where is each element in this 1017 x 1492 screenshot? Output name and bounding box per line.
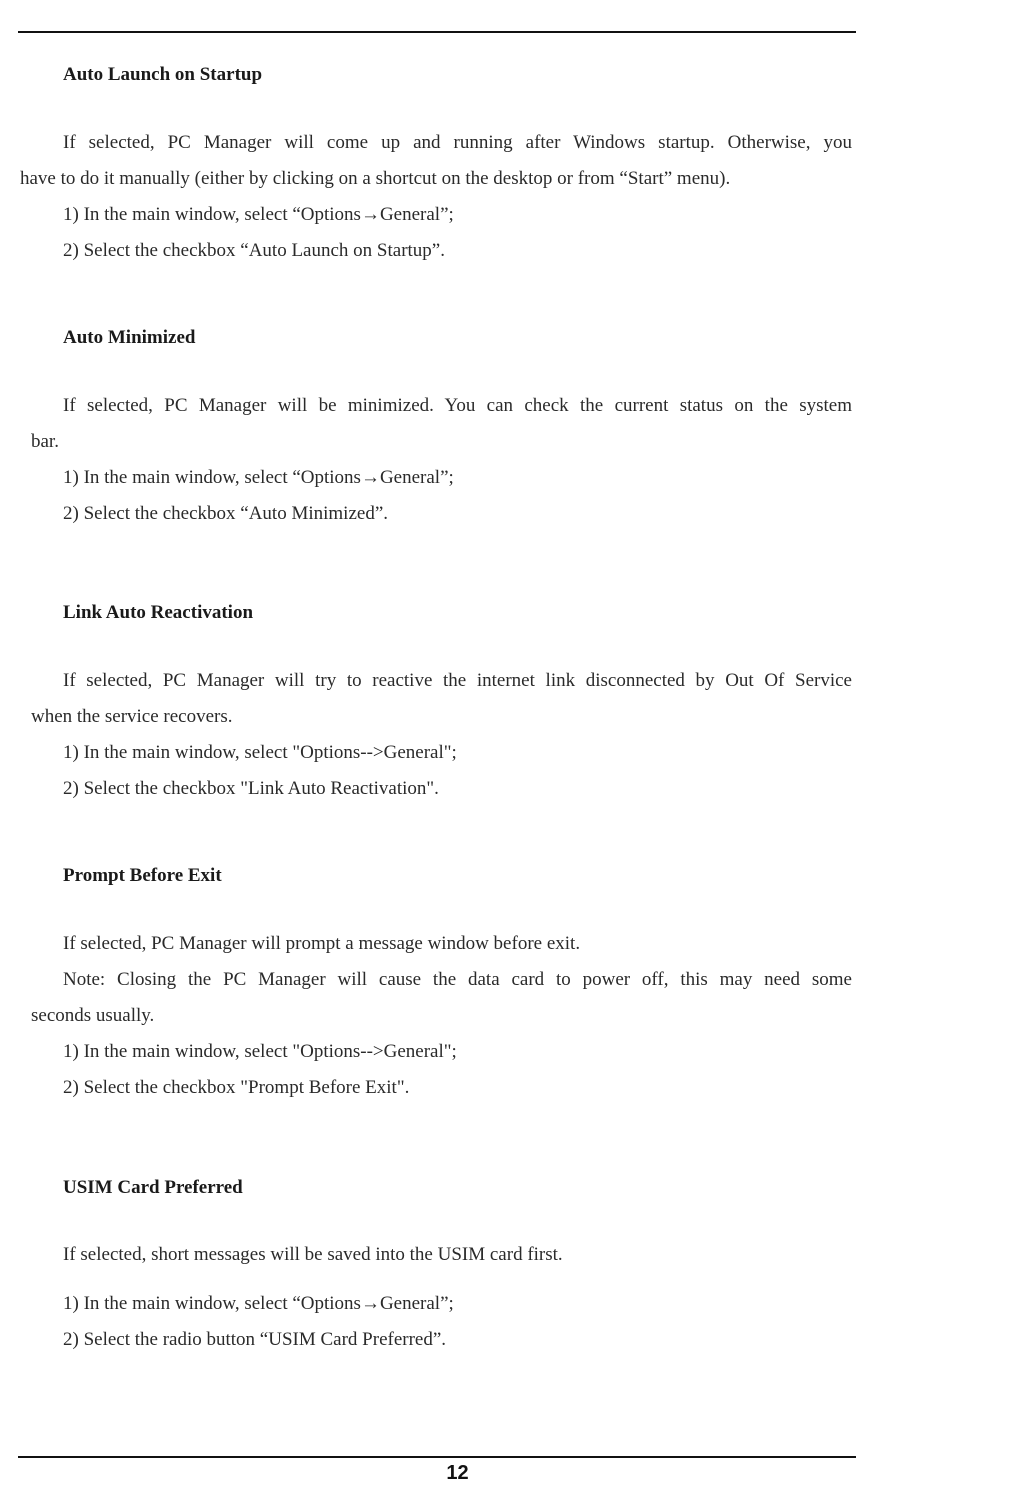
- section-paragraph-line: If selected, PC Manager will be minimized. You can check the current status on the system: [63, 395, 852, 416]
- step-2: 2) Select the checkbox "Prompt Before Exit".: [63, 1077, 410, 1098]
- footer-rule: [18, 1456, 856, 1458]
- section-paragraph-line: have to do it manually (either by clicking on a shortcut on the desktop or from “Start” menu).: [20, 168, 731, 189]
- section-title-link-auto-reactivation: Link Auto Reactivation: [63, 602, 254, 623]
- section-paragraph-line: If selected, PC Manager will prompt a message window before exit.: [63, 933, 581, 954]
- note-line: Note: Closing the PC Manager will cause the data card to power off, this may need some: [63, 969, 852, 990]
- step-1: 1) In the main window, select “Options→General”;: [63, 1293, 454, 1314]
- note-line: seconds usually.: [31, 1005, 155, 1026]
- step-2: 2) Select the checkbox “Auto Minimized”.: [63, 503, 389, 524]
- section-paragraph-line: If selected, short messages will be saved into the USIM card first.: [63, 1244, 563, 1265]
- section-title-prompt-before-exit: Prompt Before Exit: [63, 865, 222, 886]
- step-2: 2) Select the checkbox "Link Auto Reactivation".: [63, 778, 439, 799]
- step-1: 1) In the main window, select “Options→General”;: [63, 467, 454, 488]
- section-paragraph-line: If selected, PC Manager will come up and running after Windows startup. Otherwise, you: [63, 132, 852, 153]
- step-1: 1) In the main window, select "Options-->General";: [63, 1041, 457, 1062]
- page-number: 12: [446, 1462, 469, 1484]
- section-paragraph-line: when the service recovers.: [31, 706, 233, 727]
- step-1: 1) In the main window, select “Options→General”;: [63, 204, 454, 225]
- section-title-auto-launch: Auto Launch on Startup: [63, 64, 263, 85]
- step-2: 2) Select the radio button “USIM Card Preferred”.: [63, 1329, 447, 1350]
- section-paragraph-line: If selected, PC Manager will try to reactive the internet link disconnected by Out Of Service: [63, 670, 852, 691]
- section-title-usim-card-preferred: USIM Card Preferred: [63, 1177, 243, 1198]
- step-1: 1) In the main window, select "Options-->General";: [63, 742, 457, 763]
- step-2: 2) Select the checkbox “Auto Launch on Startup”.: [63, 240, 445, 261]
- section-title-auto-minimized: Auto Minimized: [63, 327, 196, 348]
- header-rule: [18, 31, 856, 33]
- section-paragraph-line: bar.: [31, 431, 59, 452]
